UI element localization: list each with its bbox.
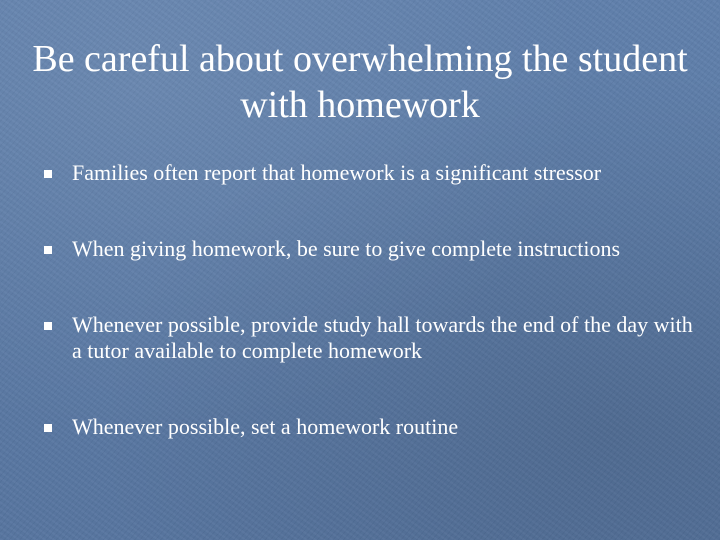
bullet-text: Families often report that homework is a significant stressor (72, 160, 602, 185)
bullet-text: Whenever possible, provide study hall towards the end of the day with a tutor available to complete homework (72, 312, 693, 363)
square-bullet-icon (44, 170, 52, 178)
bullet-item (44, 312, 694, 364)
bullet-text: When giving homework, be sure to give complete instructions (72, 236, 621, 261)
slide-title: Be careful about overwhelming the student with homework (32, 38, 688, 126)
bullet-list (44, 160, 694, 440)
bullet-text: Whenever possible, set a homework routine (72, 414, 459, 439)
bullet-item (44, 236, 694, 262)
bullet-item (44, 414, 694, 440)
square-bullet-icon (44, 246, 52, 254)
square-bullet-icon (44, 424, 52, 432)
square-bullet-icon (44, 322, 52, 330)
bullet-item (44, 160, 694, 186)
